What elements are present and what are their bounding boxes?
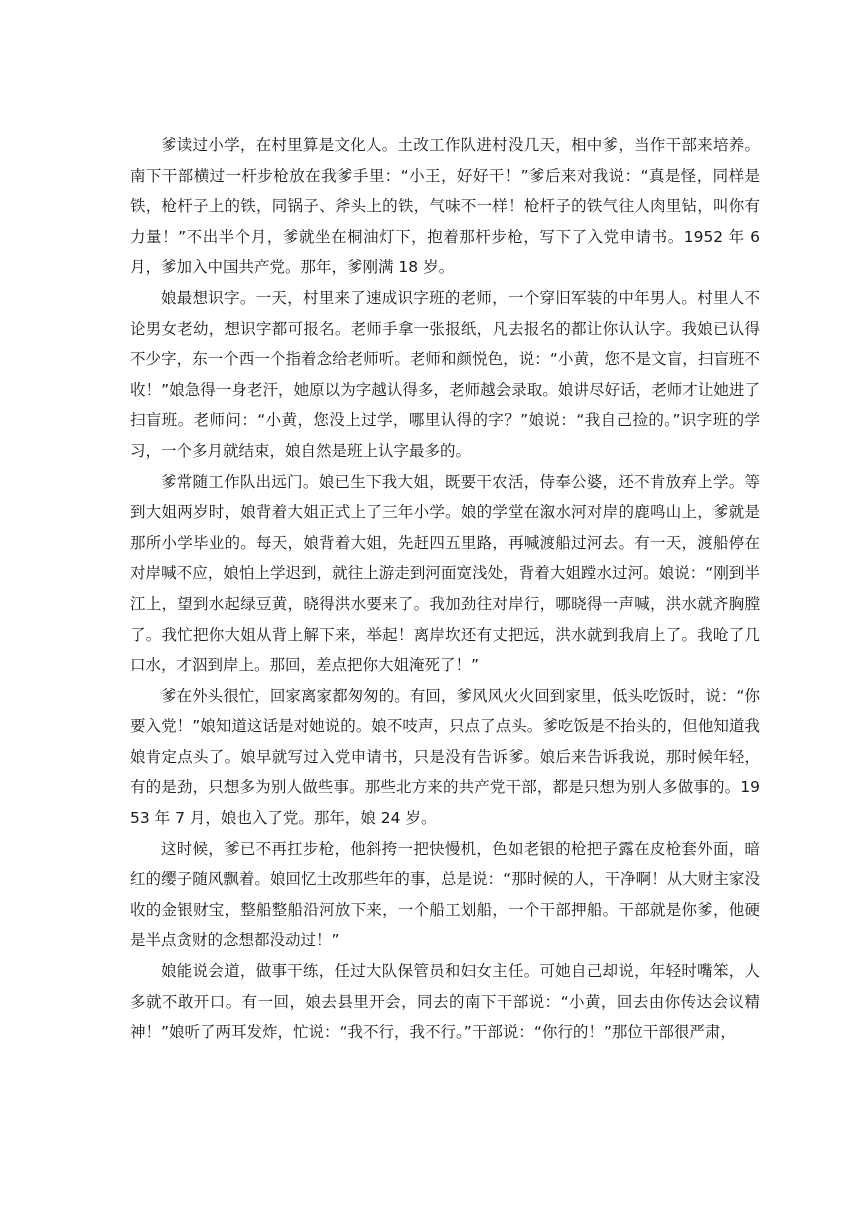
paragraph-1: 爹读过小学，在村里算是文化人。土改工作队进村没几天，相中爹，当作干部来培养。南下干部横过一杆步枪放在我爹手里：“小王，好好干！”爹后来对我说：“真是怪，同样是铁，枪杆子上的铁，同锅子、斧头上的铁，气味不一样！枪杆子的铁气往人肉里钻，叫你有力量！”不出半个月，爹就坐在桐油灯下，抱着那杆步枪，写下了入党申请书。1952 年 6 月，爹加入中国共产党。那年，爹刚满 18 岁。	[130, 136, 760, 277]
paragraph-5: 这时候，爹已不再扛步枪，他斜挎一把快慢机，色如老银的枪把子露在皮枪套外面，暗红的缨子随风飘着。娘回忆土改那些年的事，总是说：“那时候的人，干净啊！从大财主家没收的金银财宝，整船整船沿河放下来，一个船工划船，一个干部押船。干部就是你爹，他硬是半点贪财的念想都没动过！”	[130, 839, 760, 950]
paragraph-3: 爹常随工作队出远门。娘已生下我大姐，既要干农活，侍奉公婆，还不肯放弃上学。等到大姐两岁时，娘背着大姐正式上了三年小学。娘的学堂在溆水河对岸的鹿鸣山上，爹就是那所小学毕业的。每天，娘背着大姐，先赶四五里路，再喊渡船过河去。有一天，渡船停在对岸喊不应，娘怕上学迟到，就往上游走到河面宽浅处，背着大姐蹚水过河。娘说：“刚到半江上，望到水起绿豆黄，晓得洪水要来了。我加劲往对岸行，哪晓得一声喊，洪水就齐胸膛了。我忙把你大姐从背上解下来，举起！离岸坎还有丈把远，洪水就到我肩上了。我呛了几口水，才泅到岸上。那回，差点把你大姐淹死了！”	[130, 472, 760, 675]
paragraph-4: 爹在外头很忙，回家离家都匆匆的。有回，爹风风火火回到家里，低头吃饭时，说：“你要入党！”娘知道这话是对她说的。娘不吱声，只点了点头。爹吃饭是不抬头的，但他知道我娘肯定点头了。娘早就写过入党申请书，只是没有告诉爹。娘后来告诉我说，那时候年轻，有的是劲，只想多为别人做些事。那些北方来的共产党干部，都是只想为别人多做事的。1953 年 7 月，娘也入了党。那年，娘 24 岁。	[130, 686, 760, 828]
paragraph-6: 娘能说会道，做事干练，任过大队保管员和妇女主任。可她自己却说，年轻时嘴笨，人多就不敢开口。有一回，娘去县里开会，同去的南下干部说：“小黄，回去由你传达会议精神！”娘听了两耳发炸，忙说：“我不行，我不行。”干部说：“你行的！”那位干部很严肃，	[130, 962, 760, 1042]
paragraph-2: 娘最想识字。一天，村里来了速成识字班的老师，一个穿旧军装的中年男人。村里人不论男女老幼，想识字都可报名。老师手拿一张报纸，凡去报名的都让你认认字。我娘已认得不少字，东一个西一个指着念给老师听。老师和颜悦色，说：“小黄，您不是文盲，扫盲班不收！”娘急得一身老汗，她原以为字越认得多，老师越会录取。娘讲尽好话，老师才让她进了扫盲班。老师问：“小黄，您没上过学，哪里认得的字？”娘说：“我自己捡的。”识字班的学习，一个多月就结束，娘自然是班上认字最多的。	[130, 288, 760, 460]
